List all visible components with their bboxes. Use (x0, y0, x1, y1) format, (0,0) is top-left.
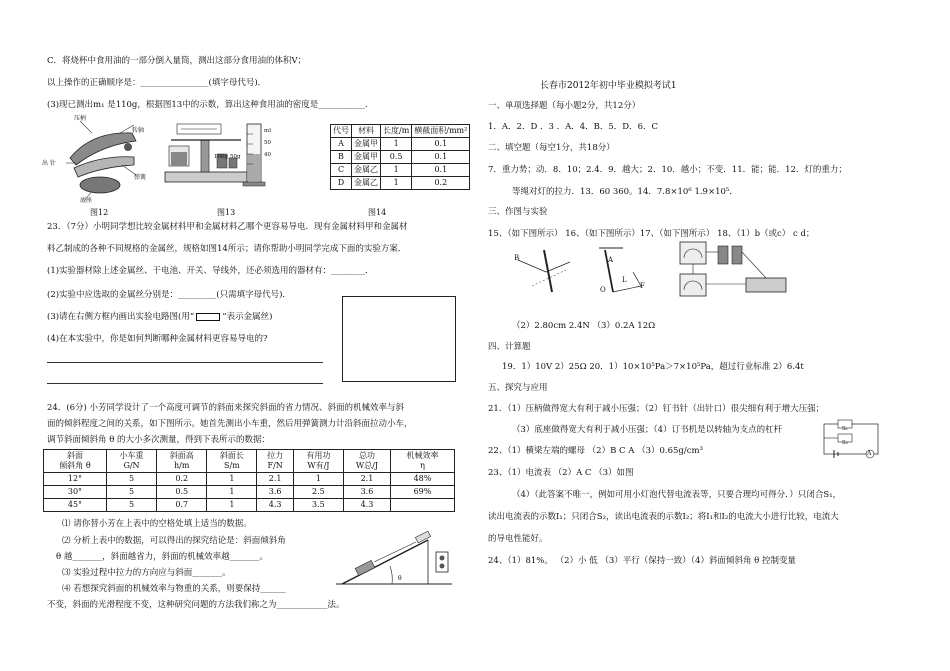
incline-data-table (43, 449, 455, 512)
table24-cell: 1 (207, 473, 257, 486)
q24-answer: 24、（1）81%。 （2）小 低 （3）平行（保持一致）（4）斜面倾斜角 θ 控制变量 (488, 556, 796, 566)
q21-answer-a: 21．（1）压柄做得宽大有利于减小压强；（2）钉书针（出针口）很尖细有利于增大压强； (488, 404, 825, 414)
fig12-label-needle: 出 针 (42, 160, 56, 167)
table24-cell: 5 (106, 486, 156, 499)
fig13-label-50g: 50g (230, 154, 241, 160)
table14-cell: 1 (381, 138, 412, 151)
table14-header: 代号 (331, 125, 352, 138)
section-1-answers: 1．A．2．D ．3 ．A．4．B．5．D．6．C (488, 122, 659, 132)
circuit-answer-box[interactable] (342, 296, 456, 382)
section-1-heading: 一、单项选择题（每小题2分，共12分） (488, 101, 641, 111)
fig23-label-s2: S₂ (842, 440, 848, 446)
table24-cell: 1 (207, 486, 257, 499)
table14-cell: C (331, 164, 352, 177)
table24-header: 斜面 倾斜角 θ (44, 450, 107, 473)
q24-line-1: 24．(6分) 小芳同学设计了一个高度可调节的斜面来探究斜面的省力情况、斜面的机械效率与斜 (47, 403, 405, 413)
table14-cell: 0.5 (381, 151, 412, 164)
section-2-answers-a: 7．重力势；动．8．10；2.4．9．越大；2．10．越小；不变．11．能；能．12．灯的重力； (488, 165, 847, 175)
section-3-heading: 三、作图与实验 (488, 207, 548, 217)
table14-cell: B (331, 151, 352, 164)
section-4-answers: 19．1）10V 2）25Ω 20．1）10×10⁵Pa＞7×10⁵Pa，超过行业标准 2）6.4t (502, 362, 804, 372)
q23-line-5-text: (3)请在右侧方框内画出实验电路图(用“ (47, 312, 195, 322)
section-2-answers-b: 等绳对灯的拉力．13．60 360。14．7.8×10⁶ 1.9×10⁵． (512, 187, 738, 197)
table24-cell: 45° (44, 499, 107, 512)
table24-cell: 48% (390, 473, 454, 486)
fig14-caption: 图14 (368, 208, 387, 217)
left-density-line: (3)现已测出m₁ 是110g，根据图13中的示数，算出这种食用油的密度是___________． (47, 100, 374, 110)
incline-figure (332, 522, 462, 594)
table14-cell: A (331, 138, 352, 151)
fig16-label-f: F (640, 282, 645, 290)
fig13-label-100g: 100g (214, 154, 229, 160)
section-3-answers-a: 15、（如下图所示） 16、（如下图所示）17、（如下图所示） 18、（1）b（或c） c d； (488, 229, 815, 239)
section-2-heading: 二、填空题（每空1分，共18分） (488, 143, 615, 153)
q23-line-3: (1)实验器材除上述金属丝、干电池、开关、导线外，还必须选用的器材有：________． (47, 266, 374, 276)
table14-cell: 金属甲 (352, 151, 381, 164)
q23-answer-d: 的导电性能好。 (488, 534, 548, 544)
q21-answer-b: （3）底座做得宽大有利于减小压强；（4）订书机是以转轴为支点的杠杆 (512, 425, 783, 435)
table24-cell: 30° (44, 486, 107, 499)
table24-header: 小车重 G/N (106, 450, 156, 473)
fig13-label-50: 50 (264, 140, 271, 146)
fig12-label-press: 压柄 (74, 115, 87, 122)
table24-cell[interactable] (390, 499, 454, 512)
table24-header: 拉力 F/N (257, 450, 293, 473)
table24-header: 机械效率 η (390, 450, 454, 473)
q23-line-6: (4)在本实验中，你是如何判断哪种金属材料更容易导电的? (47, 334, 268, 344)
table24-cell: 1 (207, 499, 257, 512)
table24-cell: 4.3 (257, 499, 293, 512)
table24-cell: 2.5 (293, 486, 343, 499)
q24-sub-2: ⑵ 分析上表中的数据，可以得出的探究结论是：斜面倾斜角 (62, 536, 286, 546)
table14-cell: 0.1 (412, 151, 470, 164)
table24-header: 有用功 W有/J (293, 450, 343, 473)
q24-sub-1: ⑴ 请你替小芳在上表中的空格处填上适当的数据。 (62, 519, 252, 529)
table24-header: 斜面高 h/m (157, 450, 207, 473)
q24-sub-3: θ 越_______，斜面越省力，斜面的机械效率越_______。 (56, 552, 268, 562)
q24-line-3: 调节斜面倾斜角 θ 的大小多次测量，得到下表所示的数据： (47, 435, 271, 445)
q24-sub-4: ⑶ 实验过程中拉力的方向应与斜面_______。 (62, 568, 231, 578)
q23-line-5 (47, 311, 272, 323)
fig13-label-40: 40 (264, 152, 271, 158)
fig16-label-o: O (600, 286, 606, 294)
fig12-label-axis: 转轴 (132, 127, 145, 134)
table24-cell: 0.7 (157, 499, 207, 512)
q24-sub-5: ⑷ 若想探究斜面的机械效率与物重的关系，则要保持______ (62, 584, 286, 594)
table14-header: 材料 (352, 125, 381, 138)
answer-rule-2[interactable] (47, 383, 323, 384)
fig15-label-b: B (514, 254, 520, 262)
left-order-line: 以上操作的正确顺序是：________________(填字母代号)． (47, 78, 267, 88)
q24-line-2: 面的倾斜程度之间的关系，如下图所示。她首先测出小车重，然后用弹簧测力计沿斜面拉动小车， (47, 419, 413, 429)
table24-cell: 69% (390, 486, 454, 499)
q23-answer-c: 读出电流表的示数I₁；只闭合S₂，读出电流表的示数I₂；将I₁和I₂的电流大小进行比较，电流大 (488, 512, 839, 522)
fig12-caption: 图12 (90, 208, 109, 217)
table14-cell: 0.2 (412, 177, 470, 190)
q23-answer-a: 23、（1）电流表 （2）A C （3）如图 (488, 468, 634, 478)
fig16-label-l: L (622, 276, 627, 284)
section-4-heading: 四、计算题 (488, 342, 531, 352)
svg-text:θ: θ (398, 575, 402, 582)
table14-cell: 0.1 (412, 138, 470, 151)
table14-header: 横截面积/mm² (412, 125, 470, 138)
table14-cell: 0.1 (412, 164, 470, 177)
table24-cell: 3.6 (344, 486, 391, 499)
section-3-answers-b: （2）2.80cm 2.4N （3）0.2A 12Ω (512, 321, 656, 331)
table24-cell: 2.1 (257, 473, 293, 486)
table24-cell: 3.5 (293, 499, 343, 512)
figure-23-circuit (820, 418, 882, 460)
q23-line-4: (2)实验中应选取的金属丝分别是：_________(只需填字母代号)． (47, 290, 291, 300)
fig13-caption: 图13 (217, 208, 236, 217)
answer-title: 长春市2012年初中毕业模拟考试1 (540, 81, 677, 91)
resistor-icon (196, 313, 220, 321)
fig23-label-a: A (867, 450, 872, 457)
table14-cell: 1 (381, 177, 412, 190)
q22-answer: 22、（1）横梁左端的螺母 （2）B C A （3）0.65g/cm³ (488, 446, 703, 456)
answer-rule-1[interactable] (47, 362, 323, 363)
section-5-heading: 五、探究与应用 (488, 383, 548, 393)
table24-cell: 0.5 (157, 486, 207, 499)
table24-header: 斜面长 S/m (207, 450, 257, 473)
figure-14-table (330, 124, 470, 190)
table24-cell: 1 (293, 473, 343, 486)
q23-line-2: 料乙制成的各种不同规格的金属丝，规格如图14所示；请你帮助小明同学完成下面的实验方案． (47, 244, 407, 254)
q23-answer-b: （4）（此答案不唯一，例如可用小灯泡代替电流表等，只要合理均可得分．）只闭合S₁， (512, 490, 842, 500)
figure-17-circuit (676, 238, 796, 300)
fig12-label-spring: 弹簧 (134, 174, 147, 181)
fig12-label-base: 底座 (80, 197, 93, 204)
fig13-label-ml: ml (264, 128, 271, 134)
table24-cell: 4.3 (344, 499, 391, 512)
table14-header: 长度/m (381, 125, 412, 138)
table14-cell: D (331, 177, 352, 190)
fig16-label-a: A (608, 256, 614, 264)
fig23-label-s1: S₁ (842, 426, 848, 432)
table24-cell: 2.1 (344, 473, 391, 486)
table14-cell: 1 (381, 164, 412, 177)
figure-15-optics (512, 242, 574, 298)
table14-cell: 金属甲 (352, 138, 381, 151)
q24-sub-6: 不变，斜面的光滑程度不变，这种研究问题的方法我们称之为____________法。 (47, 600, 345, 610)
left-line-c: C．将烧杯中食用油的一部分倒入量筒，测出这部分食用油的体积V； (47, 56, 307, 66)
table24-cell: 0.2 (157, 473, 207, 486)
q23-line-1: 23．（7分）小明同学想比较金属材料甲和金属材料乙哪个更容易导电．现有金属材料甲和金属材 (47, 222, 408, 232)
table24-cell: 12° (44, 473, 107, 486)
q23-line-5-text-b: ”表示金属丝) (222, 312, 273, 322)
table24-cell: 5 (106, 499, 156, 512)
table24-cell: 3.6 (257, 486, 293, 499)
table24-cell: 5 (106, 473, 156, 486)
table14-cell: 金属乙 (352, 164, 381, 177)
table14-cell: 金属乙 (352, 177, 381, 190)
table24-header: 总功 W总/J (344, 450, 391, 473)
